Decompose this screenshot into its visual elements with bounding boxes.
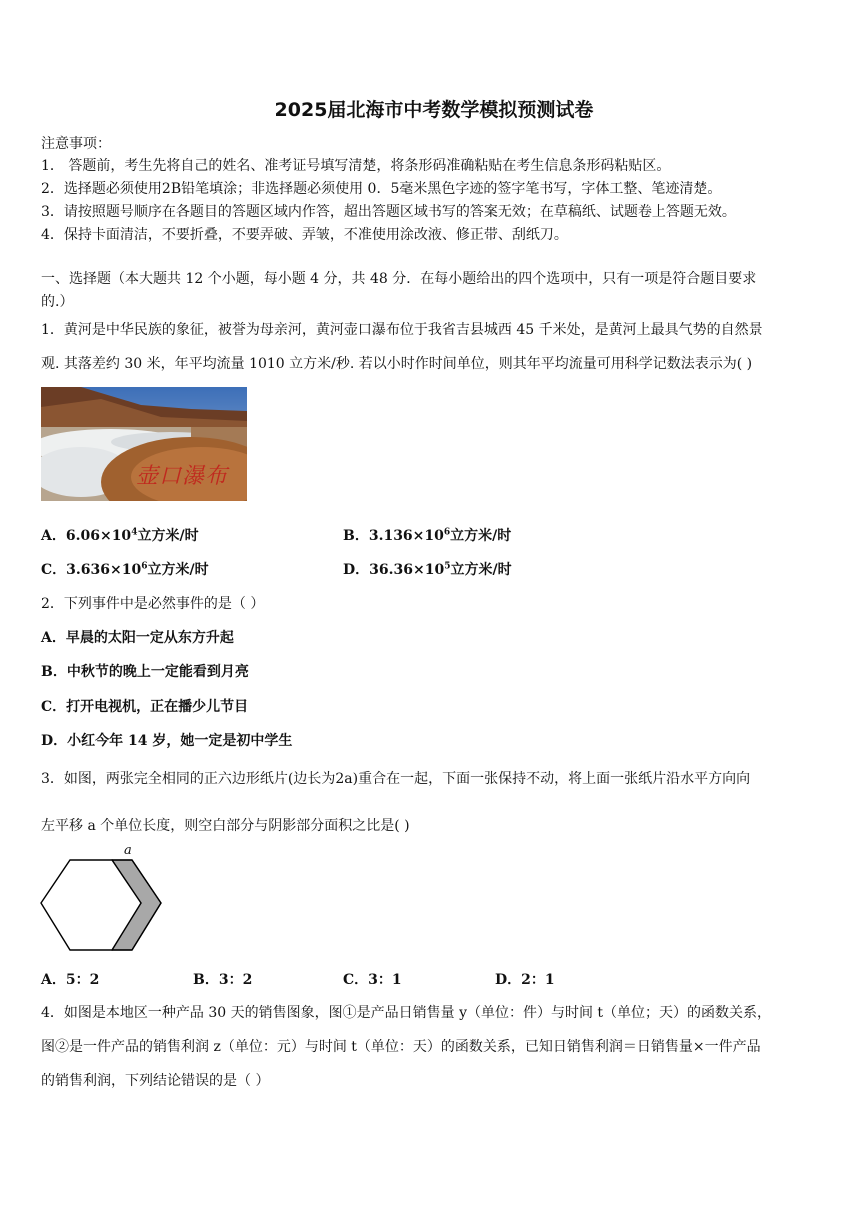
q3-option-a: A．5：2 — [41, 972, 100, 988]
q4-stem-cont: 的销售利润，下列结论错误的是（ ） — [41, 1073, 270, 1089]
option-unit: 立方米/时 — [137, 528, 199, 544]
page-title: 2025届北海市中考数学模拟预测试卷 — [274, 99, 594, 121]
q2-option-b: B．中秋节的晚上一定能看到月亮 — [41, 664, 249, 680]
note-item: 2．选择题必须使用2B铅笔填涂；非选择题必须使用 0．5毫米黑色字迹的签字笔书写，字体工整、笔迹清楚。 — [41, 181, 722, 197]
note-item: 1． 答题前，考生先将自己的姓名、准考证号填写清楚，将条形码准确粘贴在考生信息条形码粘贴区。 — [41, 158, 671, 174]
q1-option-a — [41, 525, 199, 545]
q3-option-d: D．2：1 — [495, 972, 555, 988]
option-unit: 立方米/时 — [450, 528, 512, 544]
q2-stem: 2．下列事件中是必然事件的是（ ） — [41, 596, 265, 612]
option-exponent: 6 — [443, 527, 451, 538]
q1-option-d — [343, 559, 512, 579]
note-item: 4．保持卡面清洁，不要折叠，不要弄破、弄皱，不准使用涂改液、修正带、刮纸刀。 — [41, 227, 568, 243]
q3-option-b: B．3：2 — [193, 972, 253, 988]
q2-option-c: C．打开电视机，正在播少儿节目 — [41, 699, 249, 715]
option-value: C．3.636×10 — [41, 562, 142, 578]
photo-inscription: 壶口瀑布 — [136, 464, 229, 489]
option-value: B．3.136×10 — [343, 528, 444, 544]
hexagon-figure — [38, 845, 168, 955]
waterfall-photo — [41, 387, 247, 501]
q4-stem-cont: 图②是一件产品的销售利润 z（单位：元）与时间 t（单位：天）的函数关系，已知日销售利润＝日销售量×一件产品 — [41, 1039, 761, 1055]
q4-stem: 4．如图是本地区一种产品 30 天的销售图象，图①是产品日销售量 y（单位：件）与时间 t（单位；天）的函数关系， — [41, 1005, 772, 1021]
option-exponent: 5 — [444, 561, 451, 572]
q3-option-c: C．3：1 — [343, 972, 402, 988]
section-heading: 一、选择题（本大题共 12 个小题，每小题 4 分，共 48 分．在每小题给出的四个选项中，只有一项是符合题目要求 — [41, 271, 757, 287]
q1-option-b — [343, 525, 511, 545]
q3-stem-cont: 左平移 a 个单位长度，则空白部分与阴影部分面积之比是( ) — [41, 818, 410, 834]
section-heading-cont: 的.） — [41, 294, 74, 310]
q1-option-c — [41, 559, 209, 579]
note-item: 3．请按照题号顺序在各题目的答题区域内作答，超出答题区域书写的答案无效；在草稿纸、试题卷上答题无效。 — [41, 204, 736, 220]
q3-stem: 3．如图，两张完全相同的正六边形纸片(边长为2a)重合在一起，下面一张保持不动，将上面一张纸片沿水平方向向 — [41, 771, 751, 787]
option-exponent: 6 — [141, 561, 148, 572]
q2-option-a: A．早晨的太阳一定从东方升起 — [41, 630, 234, 646]
option-value: D．36.36×10 — [343, 562, 445, 578]
option-unit: 立方米/时 — [450, 562, 512, 578]
option-value: A．6.06×10 — [41, 528, 132, 544]
notes-heading: 注意事项： — [41, 136, 111, 152]
option-exponent: 4 — [131, 527, 138, 538]
q1-stem: 1．黄河是中华民族的象征，被誉为母亲河，黄河壶口瀑布位于我省吉县城西 45 千米处，是黄河上最具气势的自然景 — [41, 322, 763, 338]
option-unit: 立方米/时 — [147, 562, 209, 578]
q2-option-d: D．小红今年 14 岁，她一定是初中学生 — [41, 733, 293, 749]
q1-stem-cont: 观. 其落差约 30 米，年平均流量 1010 立方米/秒. 若以小时作时间单位，则其年平均流量可用科学记数法表示为( ) — [41, 356, 753, 372]
figure-label-a: a — [124, 843, 132, 858]
